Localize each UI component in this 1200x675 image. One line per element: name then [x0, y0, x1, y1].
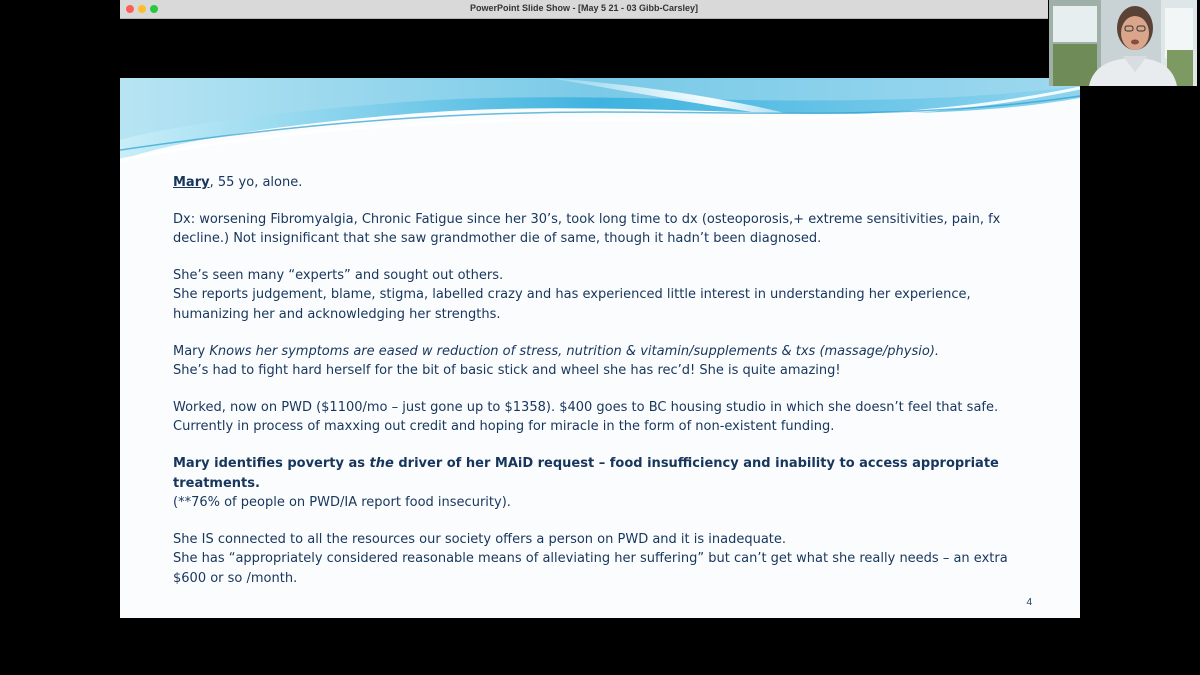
diagnosis-line-2: decline.) Not insignificant that she saw grandmother die of same, though it hadn’t been diagnosed. — [173, 231, 822, 247]
resources-line-3: $600 or so /month. — [173, 570, 298, 586]
poverty-line-1 — [173, 454, 1053, 493]
income-line-2: Currently in process of maxxing out credit and hoping for miracle in the form of non-existent funding. — [173, 419, 835, 435]
slide-number: 4 — [1026, 597, 1032, 608]
slide-header-wave — [120, 78, 1080, 178]
poverty-emphasis: the — [369, 455, 394, 471]
poverty-line-2: (**76% of people on PWD/IA report food insecurity). — [173, 495, 511, 511]
symptoms-lead: Mary — [173, 343, 210, 359]
resources-line-1: She IS connected to all the resources our society offers a person on PWD and it is inadequate. — [173, 531, 787, 547]
intro-text: , 55 yo, alone. — [209, 175, 303, 190]
poverty-text-b: driver of her MAiD request – food insufficiency and inability to access appropriate treatments. — [173, 455, 999, 491]
poverty-text-a: Mary identifies poverty as — [173, 455, 370, 471]
income-line-1: Worked, now on PWD ($1100/mo – just gone up to $1358). $400 goes to BC housing studio in which she doesn’t feel that safe. — [173, 399, 999, 415]
patient-name: Mary — [173, 175, 210, 190]
paragraph-intro — [173, 173, 1053, 193]
slide-body — [173, 173, 1053, 589]
symptoms-italic: Knows her symptoms are eased w reduction of stress, nutrition & vitamin/supplements & txs (massage/physio). — [209, 343, 940, 359]
webcam-video-thumbnail[interactable] — [1049, 0, 1197, 86]
diagnosis-line-1: Dx: worsening Fibromyalgia, Chronic Fatigue since her 30’s, took long time to dx (osteoporosis,+ extreme sensitivities, pain, fx — [173, 211, 1001, 227]
window-titlebar — [120, 0, 1048, 19]
experts-line-3: humanizing her and acknowledging her strengths. — [173, 306, 501, 322]
resources-line-2: She has “appropriately considered reasonable means of alleviating her suffering” but can’t get what she really needs – an extra — [173, 551, 1008, 567]
experts-line-1: She’s seen many “experts” and sought out others. — [173, 267, 504, 283]
window-title: PowerPoint Slide Show - [May 5 21 - 03 Gibb-Carsley] — [469, 3, 699, 13]
symptoms-line-1 — [173, 342, 1053, 362]
slideshow-letterbox — [120, 620, 1080, 675]
webcam-presenter-image — [1049, 0, 1197, 86]
symptoms-line-2: She’s had to fight hard herself for the bit of basic stick and wheel she has rec’d! She is quite amazing! — [173, 363, 841, 379]
slide[interactable] — [120, 78, 1080, 618]
experts-line-2: She reports judgement, blame, stigma, labelled crazy and has experienced little interest in understanding her experience, — [173, 287, 971, 303]
